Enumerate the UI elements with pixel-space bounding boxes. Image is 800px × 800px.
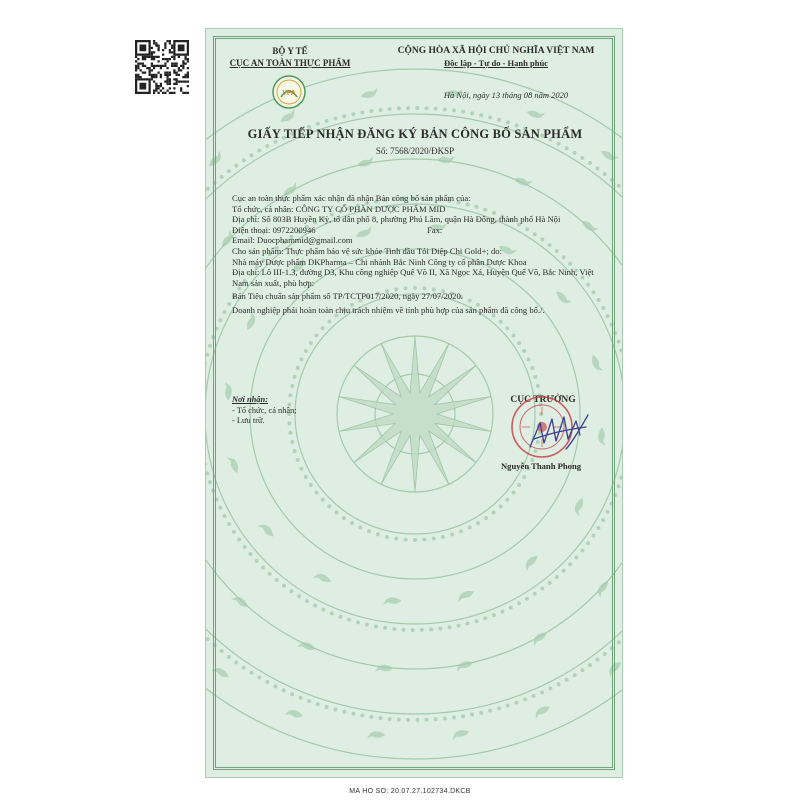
- issue-date: Hà Nội, ngày 13 tháng 08 năm 2020: [443, 90, 569, 100]
- standard: Bản Tiêu chuẩn sản phẩm số TP/TCTP017/2020, ngày 27/07/2020.: [232, 291, 463, 302]
- document-title: GIẤY TIẾP NHẬN ĐĂNG KÝ BẢN CÔNG BỐ SẢN PHẨM: [247, 127, 583, 141]
- recipients: [232, 395, 382, 427]
- responsibility: Doanh nghiệp phải hoàn toàn chịu trách nhiệm về tính phù hợp của sản phẩm đã công bố./.: [232, 304, 545, 315]
- organization-address: Địa chỉ: Số 803B Huyền Kỳ, tổ dân phố 8, phường Phú Lãm, quận Hà Đông, thành phố Hà Nội: [232, 214, 561, 225]
- handwritten-signature: [526, 409, 596, 459]
- email: Email: Duocphammid@gmail.com: [232, 235, 353, 246]
- qr-code: [135, 40, 189, 94]
- logo-text: VFA: [282, 90, 296, 97]
- factory-address: Địa chỉ: Lô III-1.3, đường D3, Khu công nghiệp Quế Võ II, Xã Ngọc Xá, Huyện Quế Võ, Bắc Ninh, Việt Nam sản xuất, phù hợp:: [232, 267, 594, 288]
- agency-header: [220, 45, 360, 69]
- product: Cho sản phẩm: Thực phẩm bảo vệ sức khỏe Tinh dầu Tỏi Diệp Chi Gold+; do:: [232, 245, 502, 256]
- ministry-name: BỘ Y TẾ: [272, 46, 308, 56]
- fax: Fax:: [427, 224, 443, 235]
- document-number: Số: 7568/2020/ĐKSP: [375, 146, 455, 156]
- factory: Nhà máy Dược phẩm DKPharma – Chi nhánh Bắc Ninh Công ty cổ phần Dược Khoa: [232, 256, 527, 267]
- signer-title: CỤC TRƯỞNG: [510, 395, 576, 405]
- document-body: [232, 193, 602, 316]
- nation-motto: Độc lập - Tự do - Hạnh phúc: [444, 58, 548, 68]
- certificate-document: [205, 28, 623, 778]
- recipient-item: - Lưu trữ.: [232, 416, 265, 425]
- phone: Điện thoại: 0972200946: [232, 224, 316, 235]
- file-code: MA HO SO: 20.07.27.102734.DKCB: [349, 788, 471, 795]
- recipients-heading: Nơi nhận:: [232, 395, 268, 404]
- recipient-item: - Tổ chức, cá nhân;: [232, 405, 297, 415]
- vfa-logo-icon: [272, 75, 306, 109]
- intro-text: Cục an toàn thực phẩm xác nhận đã nhận Bản công bố sản phẩm của:: [232, 193, 471, 203]
- nation-header: [371, 45, 621, 69]
- agency-name: CỤC AN TOÀN THỰC PHẨM: [229, 58, 351, 68]
- signer-name: Nguyễn Thanh Phong: [500, 461, 582, 471]
- organization: Tổ chức, cá nhân: CÔNG TY CỔ PHẦN DƯỢC PHẨM MID: [232, 203, 446, 214]
- nation-name: CỘNG HÒA XÃ HỘI CHỦ NGHĨA VIỆT NAM: [397, 46, 595, 56]
